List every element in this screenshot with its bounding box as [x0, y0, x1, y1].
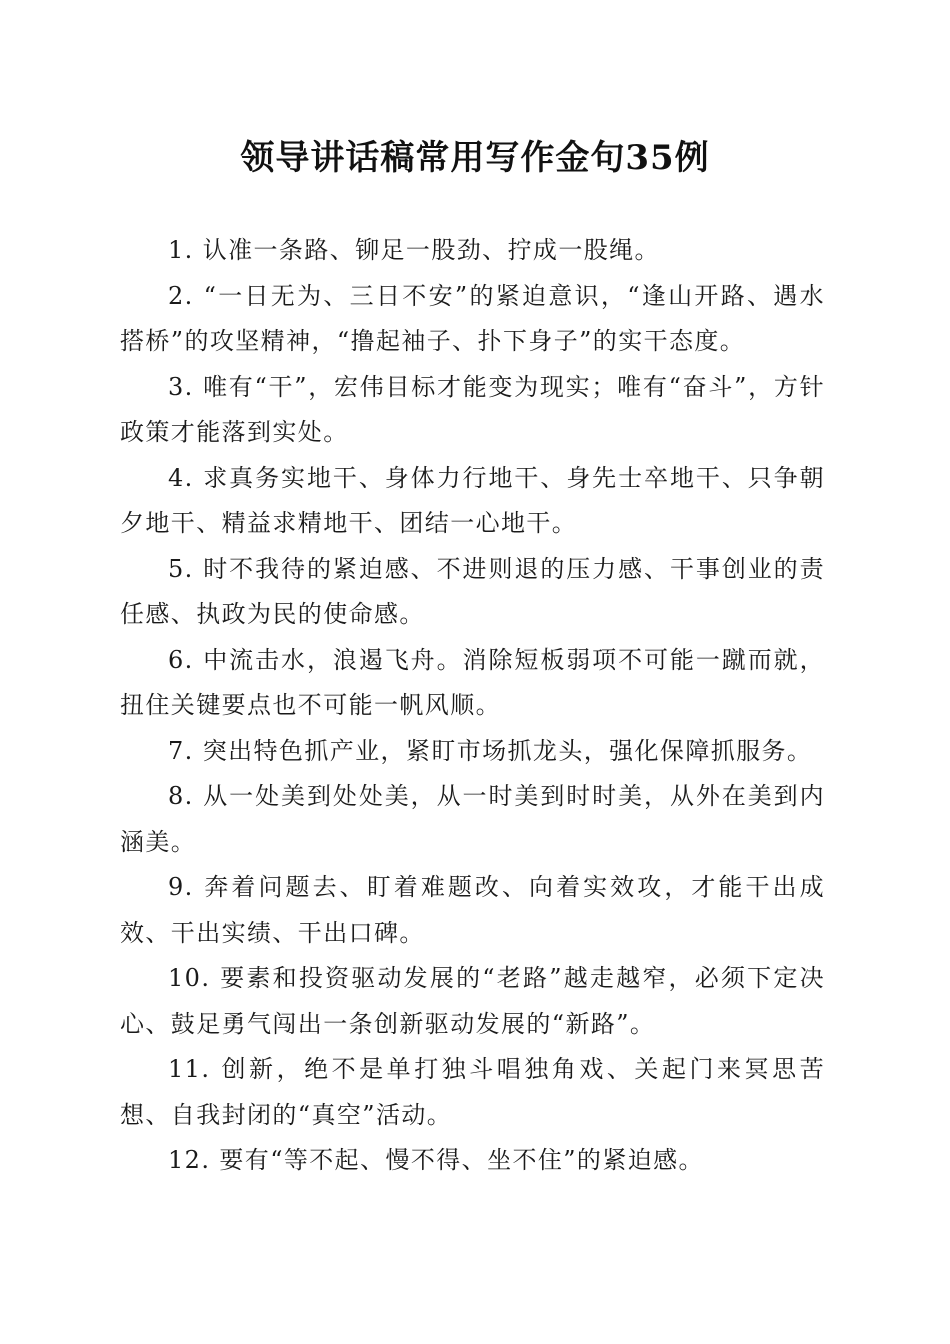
list-item: 2. “一日无为、三日不安”的紧迫意识，“逢山开路、遇水搭桥”的攻坚精神，“撸起袖子、扑下身子”的实干态度。 [120, 281, 825, 355]
list-item: 8. 从一处美到处处美，从一时美到时时美，从外在美到内涵美。 [120, 782, 825, 856]
list-item: 1. 认准一条路、铆足一股劲、拧成一股绳。 [168, 236, 660, 264]
list-item: 10. 要素和投资驱动发展的“老路”越走越窄，必须下定决心、鼓足勇气闯出一条创新驱动发展的“新路”。 [120, 964, 825, 1038]
page-title: 领导讲话稿常用写作金句35例 [240, 138, 710, 178]
list-item: 9. 奔着问题去、盯着难题改、向着实效攻，才能干出成效、干出实绩、干出口碑。 [120, 873, 825, 947]
list-item: 7. 突出特色抓产业，紧盯市场抓龙头，强化保障抓服务。 [168, 736, 813, 765]
list-item: 11. 创新，绝不是单打独斗唱独角戏、关起门来冥思苦想、自我封闭的“真空”活动。 [120, 1055, 825, 1129]
list-item: 3. 唯有“干”，宏伟目标才能变为现实；唯有“奋斗”，方针政策才能落到实处。 [120, 372, 825, 446]
list-item: 5. 时不我待的紧迫感、不进则退的压力感、干事创业的责任感、执政为民的使命感。 [120, 554, 825, 628]
list-item: 12. 要有“等不起、慢不得、坐不住”的紧迫感。 [168, 1146, 704, 1174]
list-item: 4. 求真务实地干、身体力行地干、身先士卒地干、只争朝夕地干、精益求精地干、团结一心地干。 [120, 463, 825, 537]
list-item: 6. 中流击水，浪遏飞舟。消除短板弱项不可能一蹴而就，扭住关键要点也不可能一帆风顺。 [120, 645, 825, 719]
quote-list [120, 228, 825, 1184]
